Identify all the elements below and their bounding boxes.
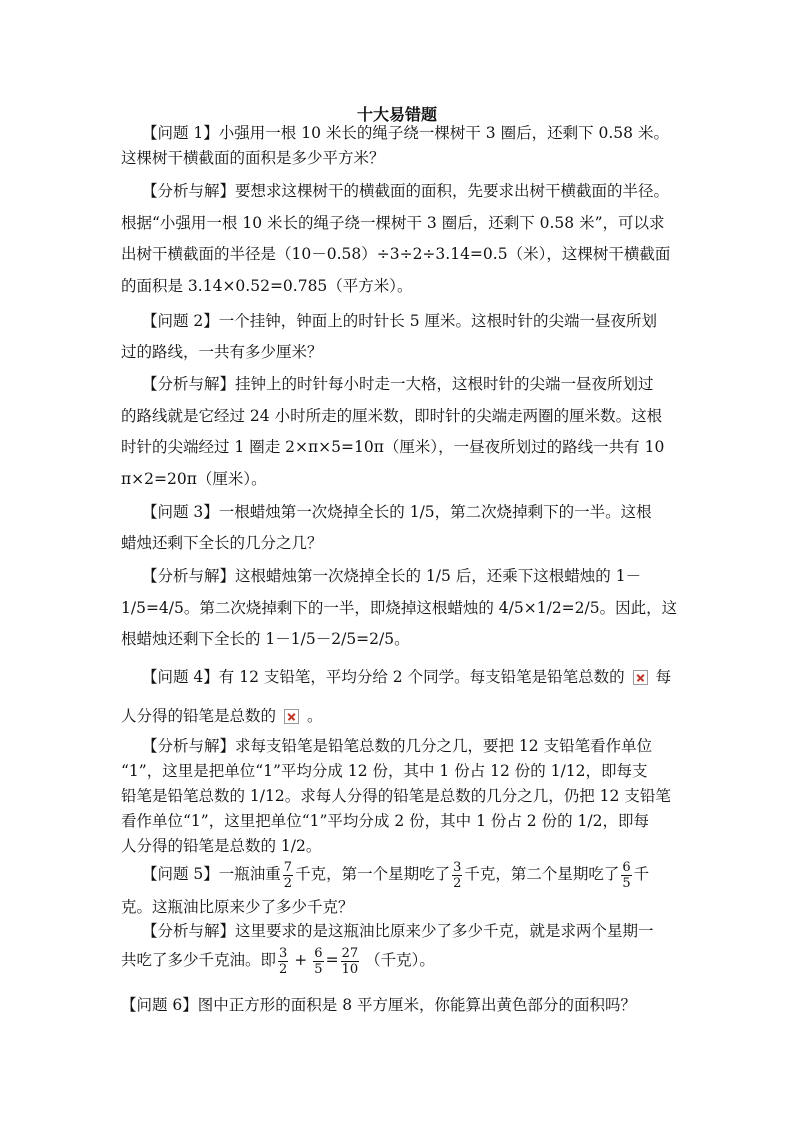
plus-sign: +: [294, 951, 308, 969]
fraction-numerator: 7: [283, 859, 293, 875]
answer-1-line-2: 根据“小强用一根 10 米长的绳子绕一棵树干 3 圈后，还剩下 0.58 米”，可以求: [121, 214, 665, 232]
answer-2-line-1: 【分析与解】挂钟上的时针每小时走一大格，这根时针的尖端一昼夜所划过: [142, 375, 654, 393]
problem-5-text-1: 【问题 5】一瓶油重: [142, 865, 281, 883]
problem-4-line-1-text: 【问题 4】有 12 支铅笔，平均分给 2 个同学。每支铅笔是铅笔总数的: [142, 668, 625, 686]
problem-3-line-1: 【问题 3】一根蜡烛第一次烧掉全长的 1/5，第二次烧掉剩下的一半。这根: [142, 503, 652, 521]
fraction: [341, 946, 360, 977]
problem-4-line-2-tail: 。: [307, 707, 323, 725]
fraction-denominator: 5: [622, 875, 631, 891]
fraction-denominator: 10: [341, 961, 359, 977]
answer-4-line-1: 【分析与解】求每支铅笔是铅笔总数的几分之几，要把 12 支铅笔看作单位: [142, 737, 653, 755]
problem-5-line-2: 克。这瓶油比原来少了多少千克？: [121, 898, 354, 916]
answer-2-line-4: π×2=20π（厘米）。: [121, 470, 267, 488]
broken-image-icon: [633, 670, 648, 685]
answer-3-line-3: 根蜡烛还剩下全长的 1－1/5－2/5=2/5。: [121, 630, 410, 648]
answer-4-line-5: 人分得的铅笔是总数的 1/2。: [121, 837, 322, 855]
answer-1-line-3: 出树干横截面的半径是（10－0.58）÷3÷2÷3.14=0.5（米），这棵树干横截面: [121, 245, 671, 263]
fraction-numerator: 27: [341, 945, 359, 961]
problem-5-text-4: 千: [633, 865, 650, 883]
answer-1-line-4: 的面积是 3.14×0.52=0.785（平方米）。: [121, 277, 413, 295]
fraction-denominator: 2: [453, 875, 462, 891]
problem-4-line-1: [142, 666, 671, 688]
fraction-denominator: 5: [314, 961, 323, 977]
equals-sign: =: [325, 951, 339, 969]
answer-3-line-2: 1/5=4/5。第二次烧掉剩下的一半，即烧掉这根蜡烛的 4/5×1/2=2/5。因此，这: [121, 599, 678, 617]
answer-5-line-1: 【分析与解】这里要求的是这瓶油比原来少了多少千克，就是求两个星期一: [142, 922, 654, 940]
fraction-numerator: 6: [314, 945, 323, 961]
answer-5-line-2: [121, 943, 435, 977]
page-title: 十大易错题: [356, 105, 437, 124]
problem-6-line-1: 【问题 6】图中正方形的面积是 8 平方厘米，你能算出黄色部分的面积吗？: [121, 996, 637, 1014]
fraction: [621, 860, 631, 891]
answer-4-line-2: “1”，这里是把单位“1”平均分成 12 份，其中 1 份占 12 份的 1/12，即每支: [121, 762, 648, 780]
problem-1-line-1: 【问题 1】小强用一根 10 米长的绳子绕一棵树干 3 圈后，还剩下 0.58 米。: [142, 124, 669, 142]
answer-5-text-2: （千克）。: [365, 951, 435, 969]
answer-2-line-2: 的路线就是它经过 24 小时所走的厘米数，即时针的尖端走两圈的厘米数。这根: [121, 407, 663, 425]
fraction-denominator: 2: [279, 961, 288, 977]
fraction-denominator: 2: [283, 875, 293, 891]
problem-1-line-2: 这棵树干横截面的面积是多少平方米？: [121, 149, 385, 167]
answer-1-line-1: 【分析与解】要想求这棵树干的横截面的面积，先要求出树干横截面的半径。: [142, 182, 670, 200]
fraction-numerator: 3: [453, 859, 462, 875]
problem-2-line-2: 过的路线，一共有多少厘米？: [121, 343, 323, 361]
answer-3-line-1: 【分析与解】这根蜡烛第一次烧掉全长的 1/5 后，还乘下这根蜡烛的 1－: [142, 567, 642, 585]
fraction: [452, 860, 462, 891]
answer-2-line-3: 时针的尖端经过 1 圈走 2×π×5=10π（厘米），一昼夜所划过的路线一共有 10: [121, 438, 665, 456]
broken-image-icon: [284, 709, 299, 724]
fraction: [283, 860, 293, 891]
problem-4-line-2-text: 人分得的铅笔是总数的: [121, 707, 277, 725]
problem-4-line-2: [121, 705, 323, 727]
problem-3-line-2: 蜡烛还剩下全长的几分之几？: [121, 534, 323, 552]
fraction-numerator: 6: [622, 859, 631, 875]
fraction: [278, 946, 288, 977]
fraction: [313, 946, 323, 977]
answer-4-line-3: 铅笔是铅笔总数的 1/12。求每人分得的铅笔是总数的几分之几，仍把 12 支铅笔: [121, 787, 671, 805]
problem-4-line-1-tail: 每: [655, 668, 672, 686]
fraction-numerator: 3: [279, 945, 288, 961]
problem-5-line-1: [142, 857, 649, 891]
answer-4-line-4: 看作单位“1”，这里把单位“1”平均分成 2 份，其中 1 份占 2 份的 1/2，即每: [121, 812, 649, 830]
problem-5-text-2: 千克，第一个星期吃了: [295, 865, 451, 883]
problem-2-line-1: 【问题 2】一个挂钟，钟面上的时针长 5 厘米。这根时针的尖端一昼夜所划: [142, 312, 658, 330]
problem-5-text-3: 千克，第二个星期吃了: [464, 865, 620, 883]
answer-5-text-1: 共吃了多少千克油。即: [121, 951, 277, 969]
